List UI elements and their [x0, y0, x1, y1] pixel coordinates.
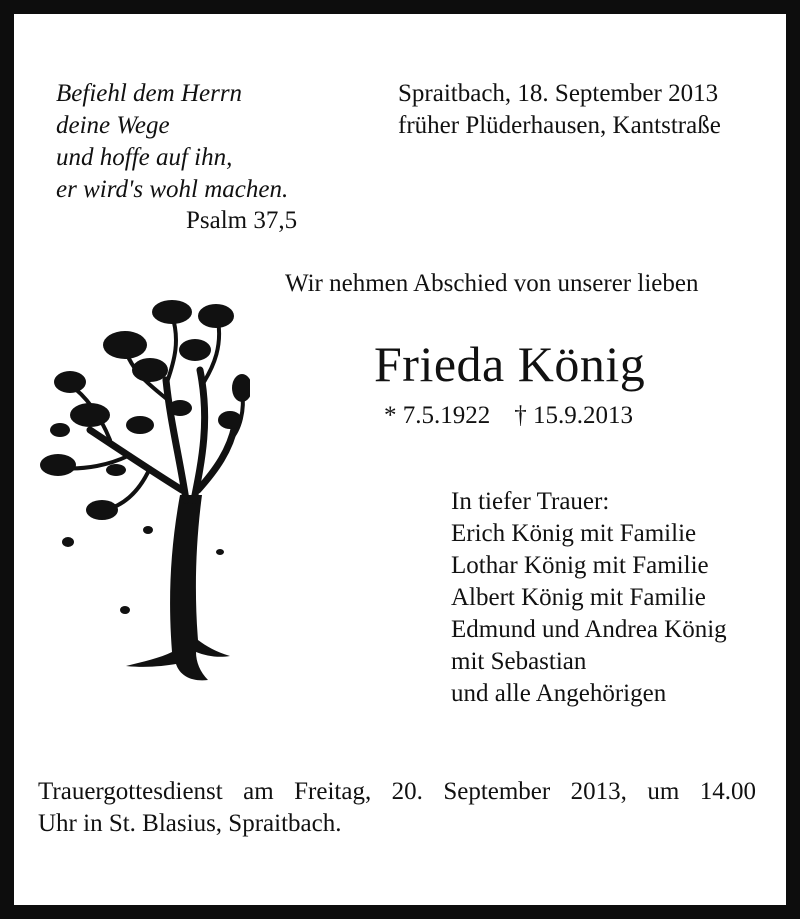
service-line: Trauergottesdienst am Freitag, 20. September 2013, um 14.00: [38, 778, 756, 805]
mourner-line: Erich König mit Familie: [451, 520, 697, 547]
place-date-line: Spraitbach, 18. September 2013: [398, 80, 719, 107]
life-dates: [384, 401, 657, 431]
mourner-line: und alle Angehörigen: [451, 680, 667, 707]
farewell-intro: Wir nehmen Abschied von unserer lieben: [285, 270, 699, 297]
former-address-line: früher Plüderhausen, Kantstraße: [398, 112, 721, 139]
service-line: Uhr in St. Blasius, Spraitbach.: [38, 810, 342, 837]
funeral-service-notice: [38, 776, 756, 840]
verse-line: deine Wege: [56, 112, 170, 139]
mourner-line: Albert König mit Familie: [451, 584, 706, 611]
verse-line: Befiehl dem Herrn: [56, 80, 243, 107]
place-and-date: [398, 78, 721, 142]
mourners-heading: In tiefer Trauer:: [451, 488, 610, 515]
mourners-list: [451, 486, 727, 710]
verse-line: und hoffe auf ihn,: [56, 144, 233, 171]
mourner-line: Lothar König mit Familie: [451, 552, 709, 579]
mourner-line: mit Sebastian: [451, 648, 587, 675]
deceased-name: Frieda König: [374, 336, 646, 392]
birth-date: * 7.5.1922: [384, 402, 491, 429]
mourner-line: Edmund und Andrea König: [451, 616, 727, 643]
tree-icon: [30, 290, 250, 700]
death-date: † 15.9.2013: [514, 402, 633, 429]
verse-line: er wird's wohl machen.: [56, 176, 289, 203]
bible-verse: [56, 78, 288, 206]
verse-reference: Psalm 37,5: [186, 207, 298, 234]
